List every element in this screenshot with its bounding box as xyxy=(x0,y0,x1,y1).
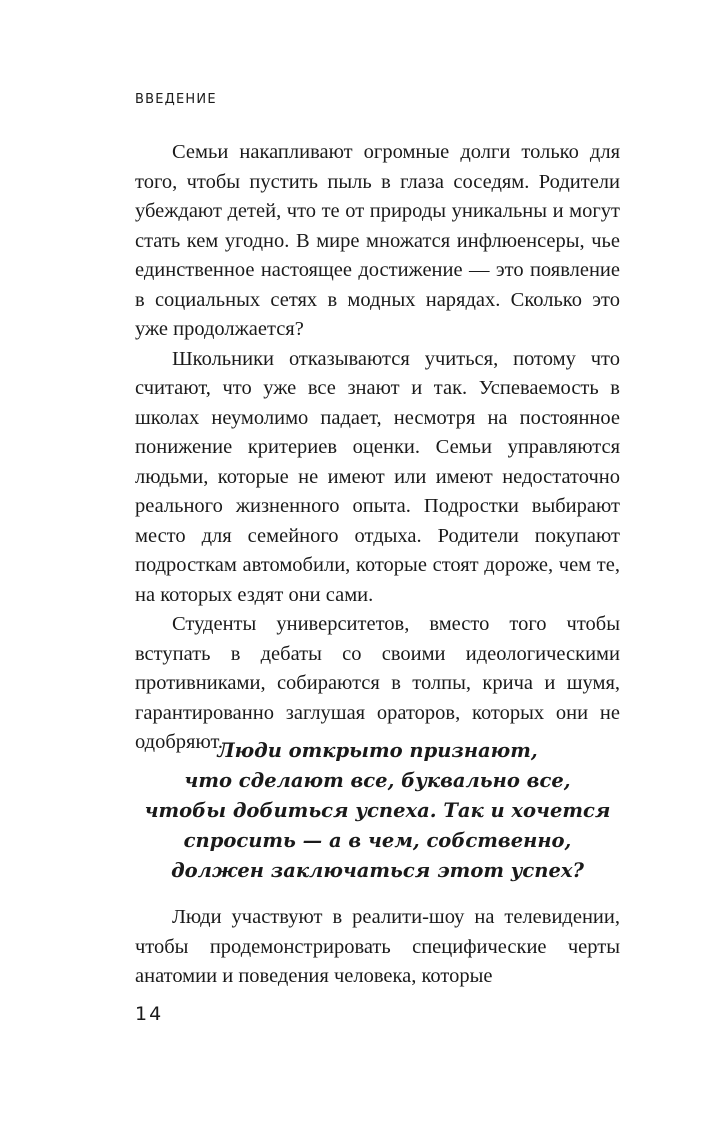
paragraph: Школьники отказываются учиться, потому что считают, что уже все знают и так. Успеваемость в школах неумолимо падает, несмотря на постоянное понижение критериев оценки. Семьи управляются людьми, которые не имеют или имеют недостаточно реального жизненного опыта. Подростки выбирают место для семейного отдыха. Родители покупают подросткам автомобили, которые стоят дороже, чем те, на которых ездят они сами. xyxy=(135,347,620,606)
pull-quote xyxy=(135,736,620,886)
page-number: 14 xyxy=(135,1003,164,1025)
body-text-top xyxy=(135,138,620,758)
pull-quote-line: должен заключаться этот успех? xyxy=(171,859,584,882)
pull-quote-line: спросить — а в чем, собственно, xyxy=(183,829,572,852)
running-head: ВВЕДЕНИЕ xyxy=(135,92,217,107)
body-text-bottom xyxy=(135,903,620,992)
pull-quote-line: что сделают все, буквально все, xyxy=(184,769,571,792)
paragraph: Люди участвуют в реалити-шоу на телевидении, чтобы продемонстрировать специфические черты анатомии и поведения человека, которые xyxy=(135,906,620,987)
pull-quote-line: чтобы добиться успеха. Так и хочется xyxy=(144,799,611,822)
pull-quote-line: Люди открыто признают, xyxy=(217,739,538,762)
paragraph: Семьи накапливают огромные долги только для того, чтобы пустить пыль в глаза соседям. Родители убеждают детей, что те от природы уникальны и могут стать кем угодно. В мире множатся инфлюенсеры, чье единственное настоящее достижение — это появление в социальных сетях в модных нарядах. Сколько это уже продолжается? xyxy=(135,141,620,340)
paragraph: Студенты университетов, вместо того чтобы вступать в дебаты со своими идеологическими противниками, собираются в толпы, крича и шумя, гарантированно заглушая ораторов, которых они не одобряют. xyxy=(135,613,620,753)
